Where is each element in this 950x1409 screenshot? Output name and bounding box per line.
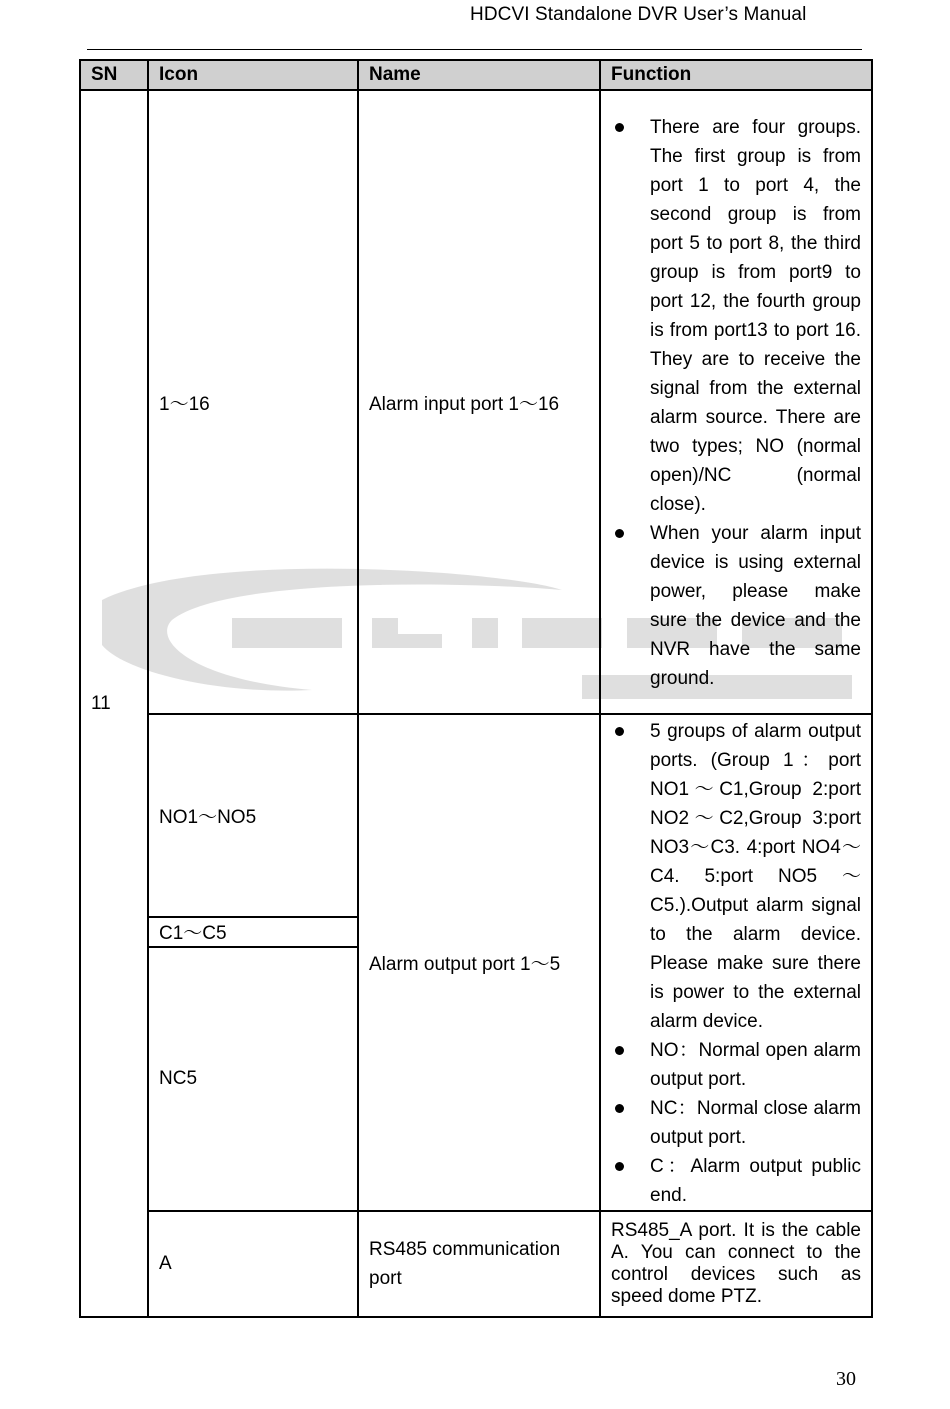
function-bullet-item: NO：Normal open alarm output port. — [611, 1036, 861, 1094]
interface-description-table — [79, 59, 873, 1318]
name-cell-alarm-output: Alarm output port 1～5 — [358, 714, 600, 1211]
bullet-icon — [615, 1104, 624, 1113]
icon-cell-c1-c5: C1～C5 — [148, 917, 358, 947]
name-cell-alarm-input: Alarm input port 1～16 — [358, 90, 600, 714]
column-header-icon: Icon — [148, 60, 358, 90]
function-bullet-item: NC：Normal close alarm output port. — [611, 1094, 861, 1152]
column-header-name: Name — [358, 60, 600, 90]
icon-cell-rs485: A — [148, 1211, 358, 1317]
bullet-icon — [615, 727, 624, 736]
function-bullet-item: When your alarm input device is using external power, please make sure the device and the NVR have the same ground. — [611, 519, 861, 693]
name-cell-rs485: RS485 communication port — [358, 1211, 600, 1317]
sn-cell — [80, 90, 148, 1317]
bullet-icon — [615, 1162, 624, 1171]
function-cell-alarm-output — [600, 714, 872, 1211]
table-row-alarm-output — [80, 714, 872, 917]
table-row-alarm-input — [80, 90, 872, 714]
table-row-rs485 — [80, 1211, 872, 1317]
sn-value: 11 — [91, 692, 111, 714]
function-bullet-item: C：Alarm output public end. — [611, 1152, 861, 1210]
icon-cell-nc5: NC5 — [148, 947, 358, 1211]
function-bullet-item: 5 groups of alarm output ports. (Group 1：port NO1～C1,Group 2:port NO2～C2,Group 3:port NO3～C3. 4:port NO4～C4. 5:port NO5 ～C5.).Output alarm signal to the alarm device. Please make sure there is power to the external alarm device. — [611, 717, 861, 1036]
function-text-rs485: RS485_A port. It is the cable A. You can connect to the control devices such as speed dome PTZ. — [611, 1220, 861, 1307]
column-header-sn: SN — [80, 60, 148, 90]
bullet-icon — [615, 529, 624, 538]
bullet-icon — [615, 123, 624, 132]
table-header-row — [80, 60, 872, 90]
page-number: 30 — [836, 1368, 856, 1390]
column-header-function: Function — [600, 60, 872, 90]
function-bullet-item: There are four groups. The first group is from port 1 to port 4, the second group is from port 5 to port 8, the third group is from port9 to port 12, the fourth group is from port13 to port 16. They are to receive the signal from the external alarm source. There are two types; NO (normal open)/NC (normal close). — [611, 113, 861, 519]
icon-cell-alarm-input: 1～16 — [148, 90, 358, 714]
header-divider — [87, 49, 862, 50]
document-header-title: HDCVI Standalone DVR User’s Manual — [470, 4, 807, 25]
icon-cell-no1-no5: NO1～NO5 — [148, 714, 358, 917]
bullet-icon — [615, 1046, 624, 1055]
function-cell-rs485 — [600, 1211, 872, 1317]
function-cell-alarm-input — [600, 90, 872, 714]
